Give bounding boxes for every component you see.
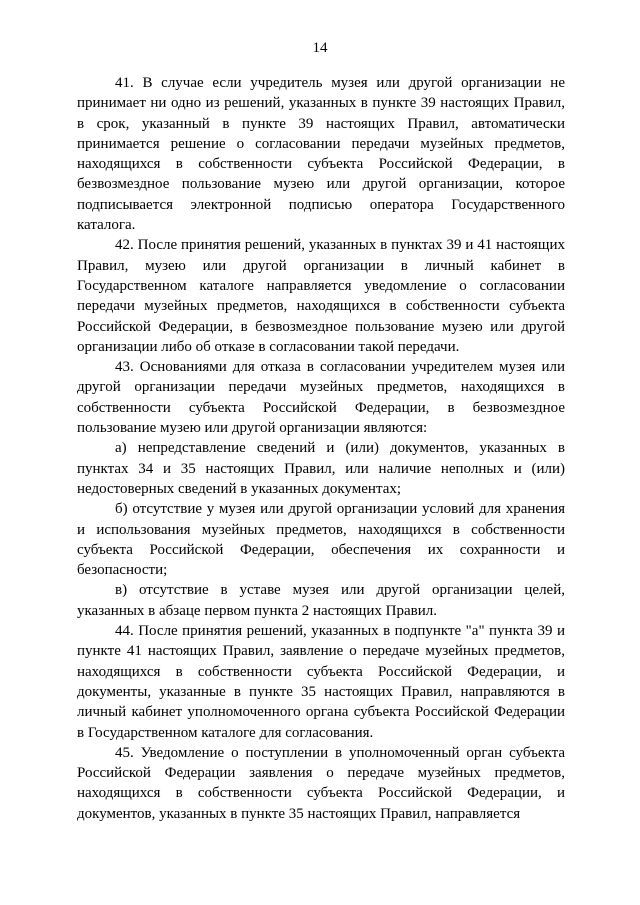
paragraph-44: 44. После принятия решений, указанных в подпункте "а" пункта 39 и пункте 41 настоящих Правил, заявление о передаче музейных предметов, находящихся в собственности субъекта Российской Федерации, и документы, указанные в пункте 35 настоящих Правил, направляются в личный кабинет уполномоченного органа субъекта Российской Федерации в Государственном каталоге для согласования.	[77, 623, 565, 741]
paragraph-43-b: б) отсутствие у музея или другой организации условий для хранения и использования музейных предметов, находящихся в собственности субъекта Российской Федерации, обеспечения их сохранности и безопасности;	[77, 501, 565, 579]
paragraph-42: 42. После принятия решений, указанных в пунктах 39 и 41 настоящих Правил, музею или другой организации в личный кабинет в Государственном каталоге направляется уведомление о согласовании передачи музейных предметов, находящихся в собственности субъекта Российской Федерации, в безвозмездное пользование музею или другой организации либо об отказе в согласовании такой передачи.	[77, 237, 565, 355]
page-number: 14	[312, 40, 328, 56]
paragraph-43: 43. Основаниями для отказа в согласовании учредителем музея или другой организации передачи музейных предметов, находящихся в собственности субъекта Российской Федерации, в безвозмездное пользование музею или другой организации являются:	[77, 359, 565, 437]
paragraph-41: 41. В случае если учредитель музея или другой организации не принимает ни одно из решений, указанных в пункте 39 настоящих Правил, в срок, указанный в пункте 39 настоящих Правил, автоматически принимается решение о согласовании передачи музейных предметов, находящихся в собственности субъекта Российской Федерации, в безвозмездное пользование музею или другой организации, которое подписывается электронной подписью оператора Государственного каталога.	[77, 75, 565, 234]
paragraph-45: 45. Уведомление о поступлении в уполномоченный орган субъекта Российской Федерации заявления о передаче музейных предметов, находящихся в собственности субъекта Российской Федерации, и документов, указанных в пункте 35 настоящих Правил, направляется	[77, 744, 565, 822]
paragraph-43-a: а) непредставление сведений и (или) документов, указанных в пунктах 34 и 35 настоящих Правил, или наличие неполных и (или) недостоверных сведений в указанных документах;	[77, 440, 565, 497]
document-body	[77, 73, 565, 824]
paragraph-43-v: в) отсутствие в уставе музея или другой организации целей, указанных в абзаце первом пункта 2 настоящих Правил.	[77, 582, 565, 619]
